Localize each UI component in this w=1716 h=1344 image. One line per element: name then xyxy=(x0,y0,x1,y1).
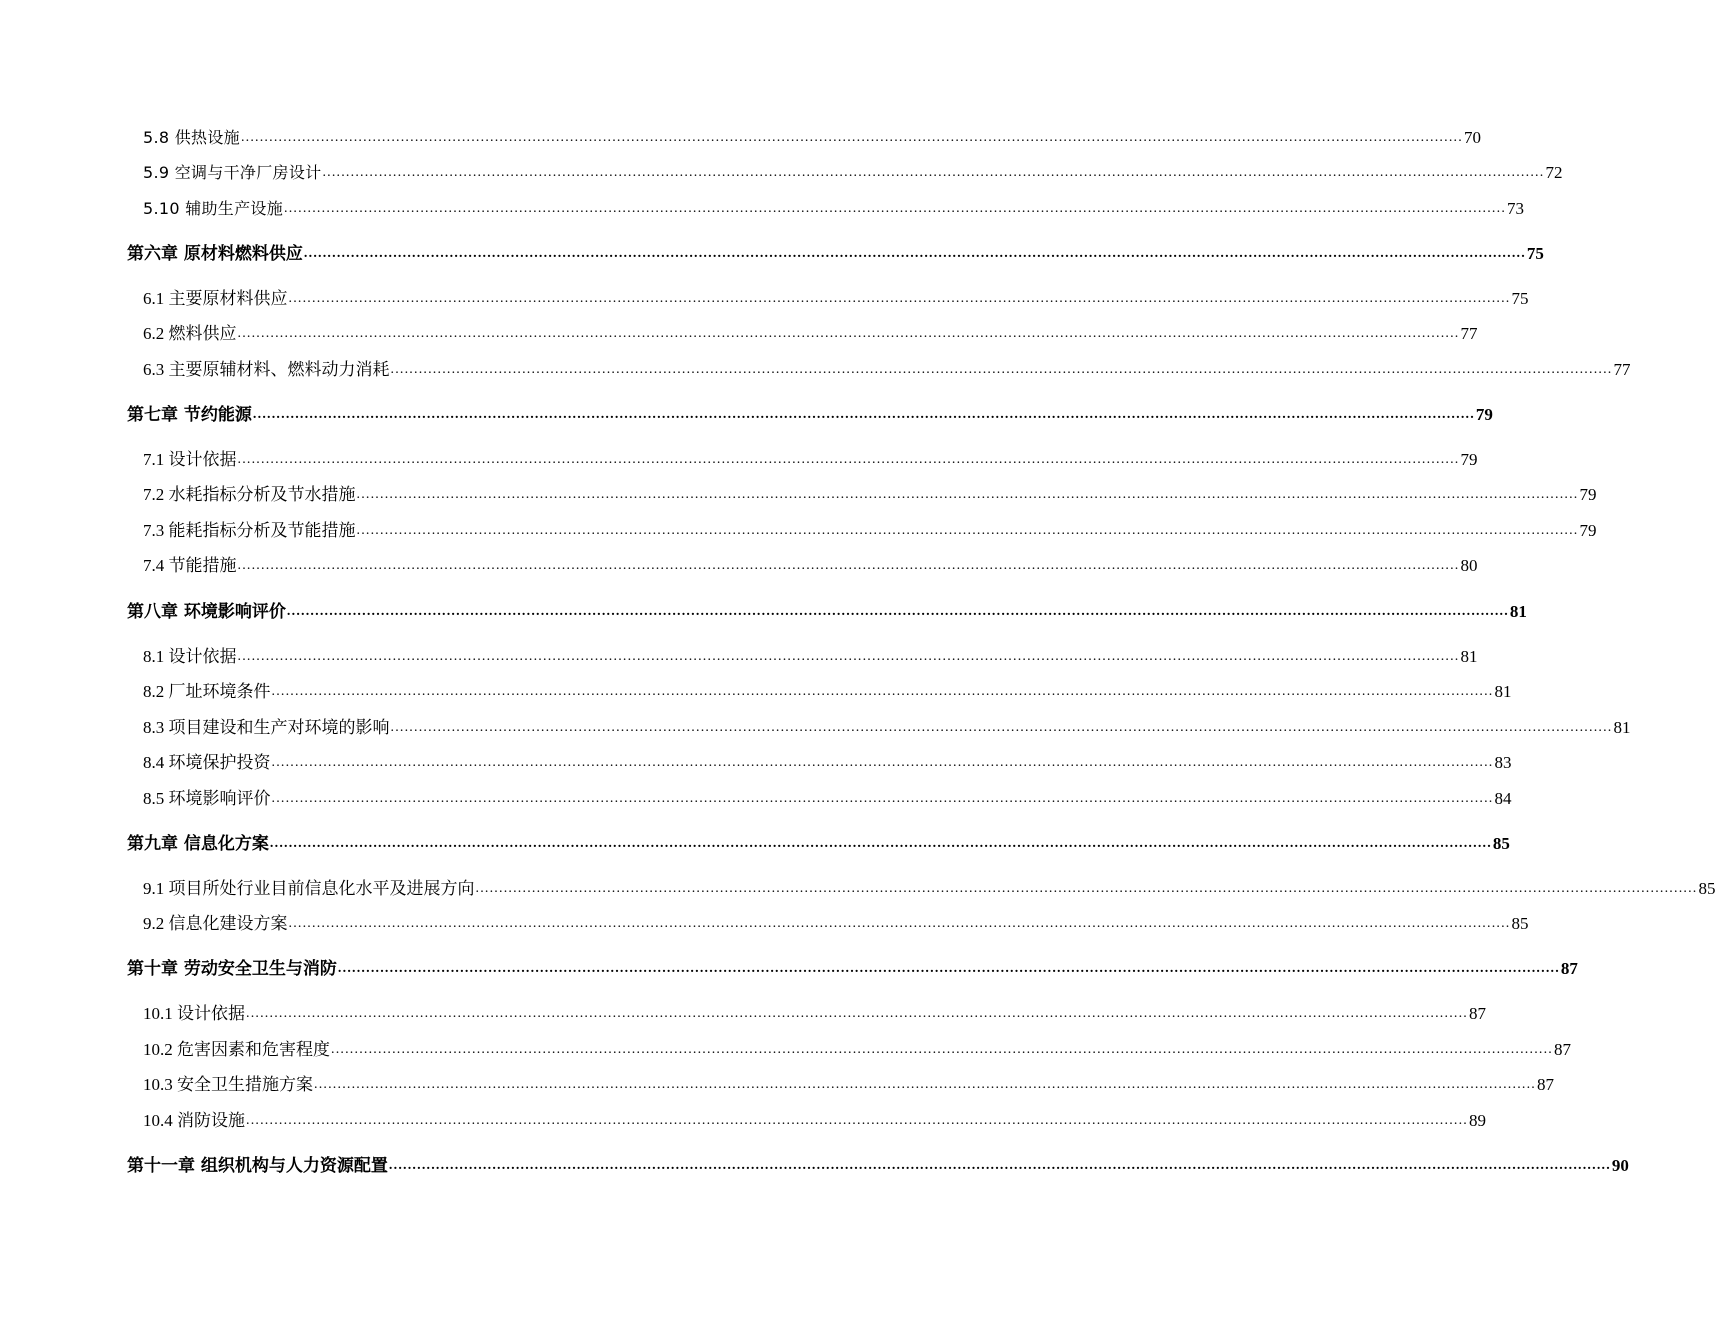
toc-dot-leader: .................................................................................................................................................................................................................................................................... xyxy=(314,1077,1536,1092)
toc-chapter-entry[interactable] xyxy=(127,403,1493,427)
toc-entry-title: 第七章 节约能源 xyxy=(127,405,252,425)
toc-dot-leader: .................................................................................................................................................................................................................................................................... xyxy=(288,291,1511,306)
toc-entry-title: 8.1 设计依据 xyxy=(143,647,237,666)
toc-dot-leader: .................................................................................................................................................................................................................................................................... xyxy=(269,836,1492,851)
toc-entry-title: 7.4 节能措施 xyxy=(143,556,237,575)
toc-section-entry[interactable] xyxy=(143,448,1478,472)
toc-page-number: 85 xyxy=(1492,834,1510,853)
toc-chapter-entry[interactable] xyxy=(127,957,1578,981)
toc-entry-title: 6.2 燃料供应 xyxy=(143,324,237,343)
toc-section-entry[interactable] xyxy=(143,680,1512,704)
toc-page-number: 79 xyxy=(1475,405,1493,424)
toc-dot-leader: .................................................................................................................................................................................................................................................................... xyxy=(337,961,1560,976)
toc-dot-leader: .................................................................................................................................................................................................................................................................... xyxy=(303,246,1526,261)
toc-entry-title: 7.2 水耗指标分析及节水措施 xyxy=(143,485,356,504)
toc-dot-leader: .................................................................................................................................................................................................................................................................... xyxy=(252,407,1475,422)
toc-dot-leader: .................................................................................................................................................................................................................................................................... xyxy=(286,604,1509,619)
toc-dot-leader: .................................................................................................................................................................................................................................................................... xyxy=(271,791,1494,806)
toc-dot-leader: .................................................................................................................................................................................................................................................................... xyxy=(356,523,1579,538)
toc-entry-title: 第十章 劳动安全卫生与消防 xyxy=(127,959,337,979)
toc-page-number: 87 xyxy=(1554,1040,1571,1059)
toc-page-number: 80 xyxy=(1460,556,1478,575)
toc-page-number: 81 xyxy=(1460,647,1478,666)
toc-page-number: 77 xyxy=(1460,324,1478,343)
toc-section-entry[interactable] xyxy=(143,161,1563,185)
toc-page-number: 87 xyxy=(1560,959,1578,978)
toc-section-entry[interactable] xyxy=(143,483,1597,507)
toc-dot-leader: .................................................................................................................................................................................................................................................................... xyxy=(284,201,1507,216)
toc-page-number: 79 xyxy=(1579,485,1597,504)
toc-chapter-entry[interactable] xyxy=(127,1154,1629,1178)
toc-section-entry[interactable] xyxy=(143,751,1512,775)
toc-page-number: 75 xyxy=(1511,289,1529,308)
toc-entry-title: 10.3 安全卫生措施方案 xyxy=(143,1075,313,1094)
toc-dot-leader: .................................................................................................................................................................................................................................................................... xyxy=(240,130,1463,145)
toc-dot-leader: .................................................................................................................................................................................................................................................................... xyxy=(288,916,1511,931)
toc-entry-title: 5.8 供热设施 xyxy=(143,128,240,147)
toc-entry-title: 9.2 信息化建设方案 xyxy=(143,914,288,933)
toc-page-number: 81 xyxy=(1509,602,1527,621)
toc-section-entry[interactable] xyxy=(143,912,1529,936)
toc-dot-leader: .................................................................................................................................................................................................................................................................... xyxy=(388,1158,1611,1173)
toc-section-entry[interactable] xyxy=(143,519,1597,543)
toc-page-number: 75 xyxy=(1526,244,1544,263)
toc-entry-title: 10.2 危害因素和危害程度 xyxy=(143,1040,330,1059)
toc-dot-leader: .................................................................................................................................................................................................................................................................... xyxy=(356,487,1579,502)
toc-page-number: 87 xyxy=(1469,1004,1486,1023)
toc-page-number: 77 xyxy=(1613,360,1631,379)
toc-entry-title: 第十一章 组织机构与人力资源配置 xyxy=(127,1156,388,1176)
toc-page-number: 85 xyxy=(1511,914,1529,933)
toc-entry-title: 10.1 设计依据 xyxy=(143,1004,245,1023)
toc-chapter-entry[interactable] xyxy=(127,600,1527,624)
toc-dot-leader: .................................................................................................................................................................................................................................................................... xyxy=(246,1113,1468,1128)
toc-entry-title: 7.3 能耗指标分析及节能措施 xyxy=(143,521,356,540)
toc-entry-title: 第六章 原材料燃料供应 xyxy=(127,244,303,264)
toc-chapter-entry[interactable] xyxy=(127,242,1544,266)
toc-page-number: 72 xyxy=(1545,163,1563,182)
toc-entry-title: 第八章 环境影响评价 xyxy=(127,602,286,622)
toc-page-number: 81 xyxy=(1494,682,1512,701)
toc-dot-leader: .................................................................................................................................................................................................................................................................... xyxy=(390,720,1613,735)
toc-entry-title: 8.2 厂址环境条件 xyxy=(143,682,271,701)
toc-section-entry[interactable] xyxy=(143,197,1525,221)
toc-entry-title: 7.1 设计依据 xyxy=(143,450,237,469)
toc-section-entry[interactable] xyxy=(143,1109,1486,1133)
toc-dot-leader: .................................................................................................................................................................................................................................................................... xyxy=(237,649,1460,664)
toc-chapter-entry[interactable] xyxy=(127,832,1510,856)
toc-page-number: 79 xyxy=(1579,521,1597,540)
toc-section-entry[interactable] xyxy=(143,1002,1486,1026)
toc-section-entry[interactable] xyxy=(143,554,1478,578)
toc-entry-title: 6.1 主要原材料供应 xyxy=(143,289,288,308)
toc-dot-leader: .................................................................................................................................................................................................................................................................... xyxy=(237,326,1460,341)
toc-entry-title: 8.3 项目建设和生产对环境的影响 xyxy=(143,718,390,737)
toc-page-number: 87 xyxy=(1537,1075,1554,1094)
toc-dot-leader: .................................................................................................................................................................................................................................................................... xyxy=(246,1006,1468,1021)
toc-entry-title: 5.9 空调与干净厂房设计 xyxy=(143,163,322,182)
toc-section-entry[interactable] xyxy=(143,322,1478,346)
toc-page-number: 73 xyxy=(1507,199,1525,218)
toc-dot-leader: .................................................................................................................................................................................................................................................................... xyxy=(237,558,1460,573)
toc-page-number: 70 xyxy=(1463,128,1481,147)
toc-entry-title: 6.3 主要原辅材料、燃料动力消耗 xyxy=(143,360,390,379)
toc-entry-title: 8.5 环境影响评价 xyxy=(143,789,271,808)
toc-dot-leader: .................................................................................................................................................................................................................................................................... xyxy=(331,1042,1553,1057)
toc-entry-title: 9.1 项目所处行业目前信息化水平及进展方向 xyxy=(143,879,475,898)
toc-page-number: 85 xyxy=(1698,879,1716,898)
toc-section-entry[interactable] xyxy=(143,716,1631,740)
toc-page-number: 84 xyxy=(1494,789,1512,808)
toc-dot-leader: .................................................................................................................................................................................................................................................................... xyxy=(322,165,1545,180)
toc-section-entry[interactable] xyxy=(143,1038,1571,1062)
toc-dot-leader: .................................................................................................................................................................................................................................................................... xyxy=(475,881,1698,896)
toc-page-number: 90 xyxy=(1611,1156,1629,1175)
toc-dot-leader: .................................................................................................................................................................................................................................................................... xyxy=(237,452,1460,467)
toc-section-entry[interactable] xyxy=(143,645,1478,669)
toc-section-entry[interactable] xyxy=(143,358,1631,382)
toc-section-entry[interactable] xyxy=(143,787,1512,811)
toc-section-entry[interactable] xyxy=(143,877,1716,901)
toc-section-entry[interactable] xyxy=(143,1073,1554,1097)
toc-dot-leader: .................................................................................................................................................................................................................................................................... xyxy=(390,362,1613,377)
toc-entry-title: 第九章 信息化方案 xyxy=(127,834,269,854)
toc-dot-leader: .................................................................................................................................................................................................................................................................... xyxy=(271,755,1494,770)
toc-page-number: 81 xyxy=(1613,718,1631,737)
toc-page-number: 83 xyxy=(1494,753,1512,772)
toc-page-number: 89 xyxy=(1469,1111,1486,1130)
toc-entry-title: 10.4 消防设施 xyxy=(143,1111,245,1130)
toc-entry-title: 5.10 辅助生产设施 xyxy=(143,199,284,218)
toc-dot-leader: .................................................................................................................................................................................................................................................................... xyxy=(271,684,1494,699)
toc-entry-title: 8.4 环境保护投资 xyxy=(143,753,271,772)
toc-section-entry[interactable] xyxy=(143,287,1529,311)
toc-page-number: 79 xyxy=(1460,450,1478,469)
toc-section-entry[interactable] xyxy=(143,126,1481,150)
